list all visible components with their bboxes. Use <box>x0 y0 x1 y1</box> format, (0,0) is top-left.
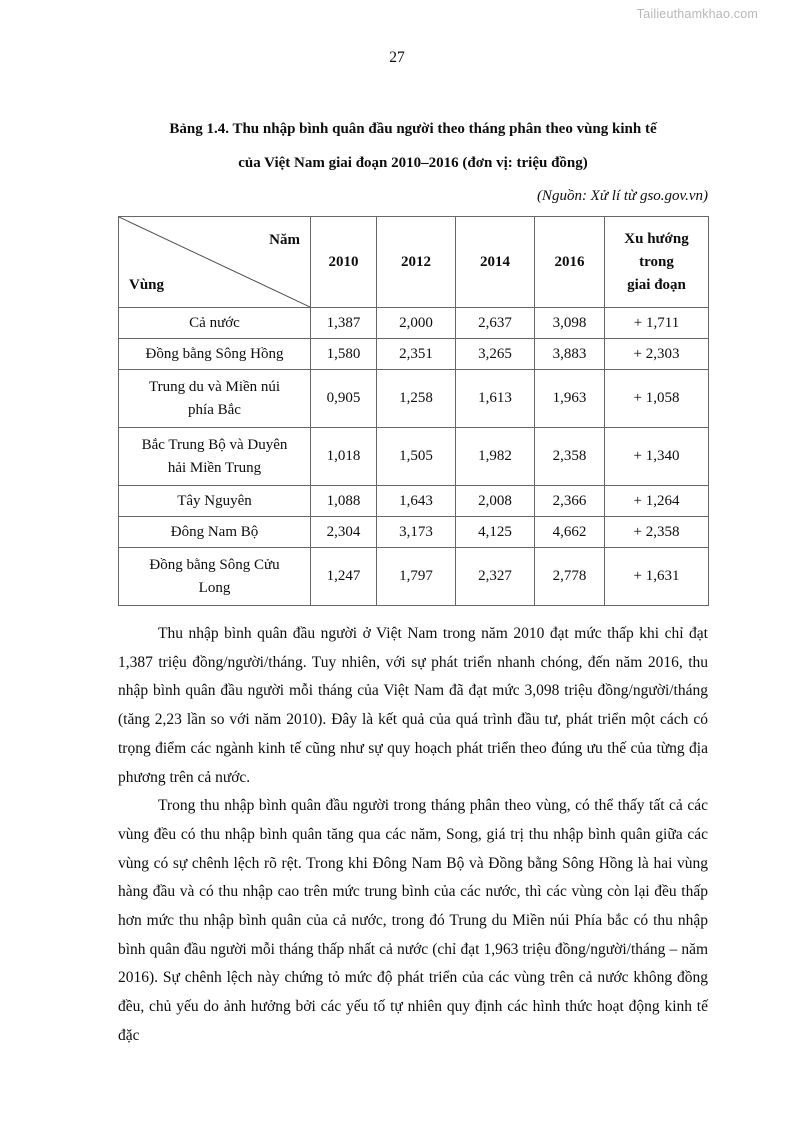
trend-header-line-3: giai đoạn <box>627 276 686 293</box>
cell-2010: 1,387 <box>311 308 377 339</box>
region-line-1: Trung du và Miền núi <box>148 378 281 395</box>
table-row <box>119 339 709 370</box>
table-caption <box>118 112 708 180</box>
row-region-label <box>119 370 311 428</box>
cell-2016: 1,963 <box>535 370 605 428</box>
table-row <box>119 308 709 339</box>
region-line-1: Bắc Trung Bộ và Duyên <box>141 436 288 453</box>
cell-trend: + 2,358 <box>605 517 709 548</box>
table-source-note: (Nguồn: Xử lí từ gso.gov.vn) <box>536 188 708 204</box>
cell-2014: 2,008 <box>456 486 535 517</box>
cell-2014: 2,637 <box>456 308 535 339</box>
cell-2014: 2,327 <box>456 548 535 606</box>
table-row <box>119 548 709 606</box>
cell-2016: 3,098 <box>535 308 605 339</box>
cell-2016: 2,366 <box>535 486 605 517</box>
table-caption-line-1: Bảng 1.4. Thu nhập bình quân đầu người theo tháng phân theo vùng kinh tế <box>169 121 657 137</box>
trend-header-line-1: Xu hướng <box>624 230 689 247</box>
cell-2012: 1,797 <box>377 548 456 606</box>
cell-trend: + 1,058 <box>605 370 709 428</box>
income-by-region-table <box>118 216 709 606</box>
paragraph-2: Trong thu nhập bình quân đầu người trong tháng phân theo vùng, có thể thấy tất cả các vùng đều có thu nhập bình quân tăng qua các năm, Song, giá trị thu nhập bình quân giữa các vùng có sự chênh lệch rõ rệt. Trong khi Đông Nam Bộ và Đồng bằng Sông Hồng là hai vùng hàng đầu và có thu nhập cao trên mức trung bình của các nước, thì các vùng còn lại đều thấp hơn mức thu nhập bình quân của cả nước, trong đó Trung du Miền núi Phía bắc có thu nhập bình quân đầu người mỗi tháng thấp nhất cả nước (chỉ đạt 1,963 triệu đồng/người/tháng – năm 2016). Sự chênh lệch này chứng tỏ mức độ phát triển của các vùng trên cả nước không đồng đều, chủ yếu do ảnh hưởng bởi các yếu tố tự nhiên quy định các hình thức hoạt động kinh tế đặc <box>118 797 708 1044</box>
row-region-label: Đồng bằng Sông Hồng <box>119 339 311 370</box>
cell-2012: 2,000 <box>377 308 456 339</box>
cell-2014: 4,125 <box>456 517 535 548</box>
column-header-2016: 2016 <box>535 217 605 308</box>
region-line-2: phía Bắc <box>188 401 241 418</box>
cell-trend: + 1,340 <box>605 428 709 486</box>
row-region-label: Tây Nguyên <box>119 486 311 517</box>
cell-2010: 1,247 <box>311 548 377 606</box>
cell-trend: + 2,303 <box>605 339 709 370</box>
cell-2010: 0,905 <box>311 370 377 428</box>
cell-2010: 2,304 <box>311 517 377 548</box>
corner-year-label: Năm <box>269 232 300 248</box>
row-region-label <box>119 428 311 486</box>
cell-2012: 3,173 <box>377 517 456 548</box>
cell-2016: 2,358 <box>535 428 605 486</box>
cell-2014: 1,613 <box>456 370 535 428</box>
cell-2012: 1,505 <box>377 428 456 486</box>
column-header-2012: 2012 <box>377 217 456 308</box>
column-header-2014: 2014 <box>456 217 535 308</box>
table-caption-line-2: của Việt Nam giai đoạn 2010–2016 (đơn vị: triệu đồng) <box>238 155 588 171</box>
watermark-text: Tailieuthamkhao.com <box>636 7 758 21</box>
cell-2014: 3,265 <box>456 339 535 370</box>
cell-2016: 2,778 <box>535 548 605 606</box>
row-region-label <box>119 548 311 606</box>
page-number: 27 <box>389 49 405 66</box>
cell-2010: 1,580 <box>311 339 377 370</box>
cell-2012: 1,643 <box>377 486 456 517</box>
table-corner-header <box>119 217 311 308</box>
row-region-label: Cả nước <box>119 308 311 339</box>
cell-2010: 1,088 <box>311 486 377 517</box>
cell-trend: + 1,631 <box>605 548 709 606</box>
cell-2016: 3,883 <box>535 339 605 370</box>
page-content <box>118 0 708 1051</box>
cell-trend: + 1,264 <box>605 486 709 517</box>
table-row <box>119 486 709 517</box>
trend-header-line-2: trong <box>639 253 674 270</box>
region-line-2: hải Miền Trung <box>167 459 262 476</box>
region-line-2: Long <box>198 579 231 596</box>
cell-2012: 2,351 <box>377 339 456 370</box>
table-row <box>119 428 709 486</box>
table-header-row <box>119 217 709 308</box>
cell-2012: 1,258 <box>377 370 456 428</box>
table-row <box>119 370 709 428</box>
cell-trend: + 1,711 <box>605 308 709 339</box>
corner-region-label: Vùng <box>129 277 165 293</box>
cell-2014: 1,982 <box>456 428 535 486</box>
column-header-2010: 2010 <box>311 217 377 308</box>
cell-2016: 4,662 <box>535 517 605 548</box>
paragraph-1: Thu nhập bình quân đầu người ở Việt Nam trong năm 2010 đạt mức thấp khi chỉ đạt 1,387 triệu đồng/người/tháng. Tuy nhiên, với sự phát triển nhanh chóng, đến năm 2016, thu nhập bình quân đầu người mỗi tháng của Việt Nam đã đạt mức 3,098 triệu đồng/người/tháng (tăng 2,23 lần so với năm 2010). Đây là kết quả của quá trình đầu tư, phát triển một cách có trọng điểm các ngành kinh tế cũng như sự quy hoạch phát triển theo đúng ưu thế của từng địa phương trên cả nước. <box>118 625 708 786</box>
table-row <box>119 517 709 548</box>
column-header-trend <box>605 217 709 308</box>
cell-2010: 1,018 <box>311 428 377 486</box>
body-text <box>118 620 708 1051</box>
row-region-label: Đông Nam Bộ <box>119 517 311 548</box>
region-line-1: Đồng bằng Sông Cửu <box>149 556 280 573</box>
